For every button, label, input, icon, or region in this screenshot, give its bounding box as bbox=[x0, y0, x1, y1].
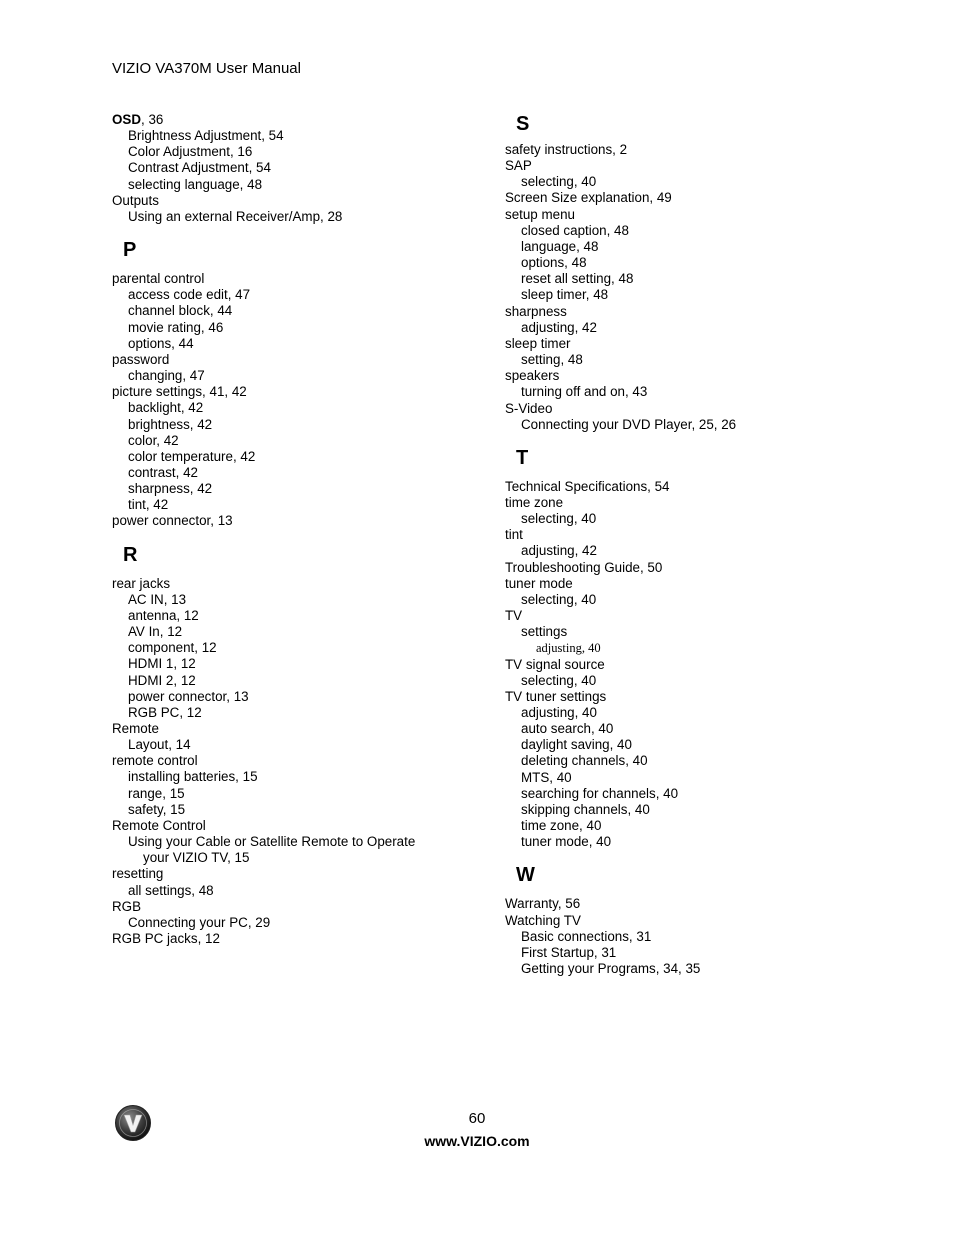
index-subentry: Basic connections, 31 bbox=[521, 928, 652, 944]
index-subentry: RGB PC, 12 bbox=[128, 704, 202, 720]
index-column-right bbox=[505, 112, 865, 977]
page-number: 60 bbox=[468, 1110, 486, 1127]
index-entry: time zone bbox=[505, 494, 564, 510]
index-letter-heading: S bbox=[516, 113, 530, 135]
index-subentry: brightness, 42 bbox=[128, 416, 213, 432]
index-subentry: Brightness Adjustment, 54 bbox=[128, 128, 284, 144]
index-subentry: adjusting, 42 bbox=[521, 319, 597, 335]
index-subentry: movie rating, 46 bbox=[128, 319, 224, 335]
index-entry: S-Video bbox=[505, 400, 553, 416]
index-entry: Outputs bbox=[112, 192, 159, 208]
index-subentry: Contrast Adjustment, 54 bbox=[128, 160, 271, 176]
index-entry: Warranty, 56 bbox=[505, 896, 581, 912]
index-subentry: color, 42 bbox=[128, 432, 179, 448]
index-subentry: Layout, 14 bbox=[128, 737, 191, 753]
index-subentry: adjusting, 42 bbox=[521, 543, 597, 559]
index-entry: TV bbox=[505, 608, 523, 624]
index-entry: Remote Control bbox=[112, 817, 206, 833]
index-subentry: adjusting, 40 bbox=[536, 641, 601, 656]
index-subentry: closed caption, 48 bbox=[521, 222, 629, 238]
index-subentry: access code edit, 47 bbox=[128, 287, 251, 303]
index-entry bbox=[112, 112, 482, 128]
index-entry: TV tuner settings bbox=[505, 688, 607, 704]
index-subentry: backlight, 42 bbox=[128, 400, 204, 416]
index-subentry: options, 44 bbox=[128, 335, 194, 351]
index-entry: sharpness bbox=[505, 303, 567, 319]
index-entry: rear jacks bbox=[112, 575, 171, 591]
index-subentry: time zone, 40 bbox=[521, 818, 602, 834]
index-entry-pages: , 36 bbox=[141, 112, 164, 127]
index-subentry: Connecting your PC, 29 bbox=[128, 914, 271, 930]
index-subentry: safety, 15 bbox=[128, 801, 186, 817]
index-letter-heading: R bbox=[123, 543, 138, 566]
index-entry: parental control bbox=[112, 271, 205, 287]
index-subentry: adjusting, 40 bbox=[521, 705, 597, 720]
index-subentry: channel block, 44 bbox=[128, 303, 233, 319]
index-subentry: auto search, 40 bbox=[521, 721, 614, 737]
index-entry: SAP bbox=[505, 158, 532, 174]
index-subentry: HDMI 1, 12 bbox=[128, 656, 196, 672]
index-subentry: color temperature, 42 bbox=[128, 448, 256, 464]
index-subentry: AC IN, 13 bbox=[128, 591, 187, 607]
index-entry: Remote bbox=[112, 721, 159, 736]
index-entry: speakers bbox=[505, 368, 560, 384]
index-subentry: options, 48 bbox=[521, 255, 587, 271]
index-letter-heading: T bbox=[516, 446, 529, 469]
index-subentry: turning off and on, 43 bbox=[521, 384, 648, 400]
index-subentry: daylight saving, 40 bbox=[521, 737, 632, 753]
index-entry: Troubleshooting Guide, 50 bbox=[505, 559, 663, 575]
index-entry: remote control bbox=[112, 753, 198, 769]
index-subentry: language, 48 bbox=[521, 238, 599, 254]
index-subentry: HDMI 2, 12 bbox=[128, 672, 196, 688]
index-subentry: tint, 42 bbox=[128, 497, 169, 513]
index-subentry: First Startup, 31 bbox=[521, 944, 617, 960]
index-subentry: sharpness, 42 bbox=[128, 481, 213, 497]
index-subentry: all settings, 48 bbox=[128, 882, 214, 898]
index-subentry: your VIZIO TV, 15 bbox=[143, 850, 250, 866]
footer-url: www.VIZIO.com bbox=[424, 1133, 530, 1149]
index-entry: resetting bbox=[112, 866, 164, 882]
index-subentry: range, 15 bbox=[128, 785, 185, 801]
index-subentry: antenna, 12 bbox=[128, 607, 199, 623]
index-letter-heading: P bbox=[123, 239, 137, 262]
index-subentry: installing batteries, 15 bbox=[128, 769, 258, 785]
index-entry: tint bbox=[505, 527, 523, 543]
index-subentry: Using your Cable or Satellite Remote to Operate bbox=[128, 834, 416, 850]
index-entry: tuner mode bbox=[505, 575, 573, 591]
index-column-left bbox=[112, 112, 482, 947]
index-entry: RGB PC jacks, 12 bbox=[112, 931, 220, 947]
index-entry: Technical Specifications, 54 bbox=[505, 478, 670, 494]
index-subentry: MTS, 40 bbox=[521, 769, 572, 785]
index-entry: password bbox=[112, 351, 170, 367]
index-subentry: changing, 47 bbox=[128, 368, 205, 384]
index-subentry: component, 12 bbox=[128, 640, 217, 656]
index-subentry: power connector, 13 bbox=[128, 688, 249, 704]
index-subentry: selecting language, 48 bbox=[128, 176, 263, 192]
index-subentry: Using an external Receiver/Amp, 28 bbox=[128, 208, 343, 224]
index-subentry: Color Adjustment, 16 bbox=[128, 144, 253, 160]
index-subentry: Getting your Programs, 34, 35 bbox=[521, 961, 701, 977]
index-subentry: deleting channels, 40 bbox=[521, 753, 648, 769]
index-subentry: selecting, 40 bbox=[521, 511, 597, 527]
index-subentry: setting, 48 bbox=[521, 352, 583, 368]
index-entry: setup menu bbox=[505, 206, 575, 222]
index-subentry: reset all setting, 48 bbox=[521, 271, 634, 287]
index-entry: picture settings, 41, 42 bbox=[112, 384, 247, 400]
index-entry: power connector, 13 bbox=[112, 513, 233, 529]
index-subentry: skipping channels, 40 bbox=[521, 801, 650, 817]
index-entry: sleep timer bbox=[505, 335, 571, 351]
index-subentry: AV In, 12 bbox=[128, 624, 183, 640]
index-entry: Watching TV bbox=[505, 912, 581, 928]
index-entry-term: OSD bbox=[112, 112, 142, 127]
index-subentry: settings bbox=[521, 624, 568, 640]
index-letter-heading: W bbox=[516, 864, 535, 887]
index-subentry: selecting, 40 bbox=[521, 591, 597, 607]
index-subentry: searching for channels, 40 bbox=[521, 785, 679, 801]
index-subentry: selecting, 40 bbox=[521, 672, 597, 688]
index-entry: TV signal source bbox=[505, 656, 605, 672]
index-subentry: selecting, 40 bbox=[521, 174, 597, 190]
index-entry: Screen Size explanation, 49 bbox=[505, 190, 672, 206]
index-subentry: tuner mode, 40 bbox=[521, 834, 612, 850]
manual-title: VIZIO VA370M User Manual bbox=[112, 60, 301, 77]
index-entry: safety instructions, 2 bbox=[505, 142, 628, 157]
index-subentry: contrast, 42 bbox=[128, 464, 198, 480]
index-subentry: sleep timer, 48 bbox=[521, 287, 609, 303]
index-subentry: Connecting your DVD Player, 25, 26 bbox=[521, 416, 737, 432]
index-entry: RGB bbox=[112, 898, 142, 914]
